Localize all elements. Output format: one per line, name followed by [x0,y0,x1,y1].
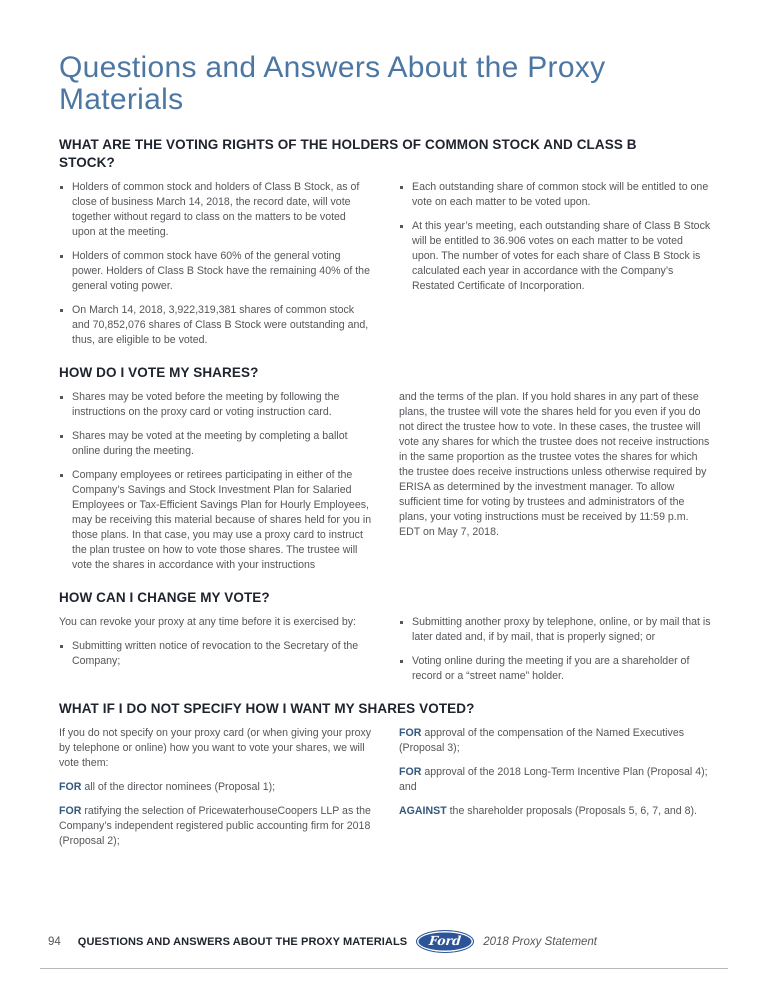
right-column [399,180,712,294]
left-column [59,726,372,849]
vote-recommendation [399,765,712,795]
right-column [399,726,712,819]
intro-paragraph: You can revoke your proxy at any time before it is exercised by: [59,616,356,628]
vote-text: approval of the compensation of the Named Executives (Proposal 3); [399,727,685,754]
bullet-item: Submitting written notice of revocation to the Secretary of the Company; [59,639,372,669]
continuation-paragraph: and the terms of the plan. If you hold shares in any part of these plans, the trustee will vote the shares held for you even if you do not direct the trustee how to vote. In these cases, the trustee will vote any shares for which the trustee does not receive instructions in the same proportion as the trustee votes the shares for which the trustee does receive instructions unless otherwise required by ERISA as determined by the investment manager. To allow sufficient time for voting by trustees and administrators of the plans, your voting instructions must be received by 11:59 p.m. EDT on May 7, 2018. [399,391,710,538]
bullet-item: At this year’s meeting, each outstanding share of Class B Stock will be entitled to 36.906 votes on each matter to be voted upon. The number of votes for each share of Class B Stock is calculated each year in accordance with the Company’s Restated Certificate of Incorporation. [399,219,712,294]
section-heading: HOW DO I VOTE MY SHARES? [59,365,259,380]
ford-logo-text: Ford [428,932,463,948]
section-voting-rights [59,136,712,348]
vote-recommendation [399,804,712,819]
bullet-item: Shares may be voted at the meeting by completing a ballot online during the meeting. [59,429,372,459]
vote-keyword: FOR [59,781,82,793]
bullet-item: Holders of common stock and holders of Class B Stock, as of close of business March 14, 2018, the record date, will vote together without regard to class on the matters to be voted upon at the meeting. [59,180,372,240]
left-column [59,180,372,348]
vote-text: ratifying the selection of PricewaterhouseCoopers LLP as the Company’s independent registered public accounting firm for 2018 (Proposal 2); [59,805,371,847]
vote-recommendation [59,780,372,795]
left-column [59,615,372,669]
bullet-item: Company employees or retirees participating in either of the Company’s Savings and Stock Investment Plan for Salaried Employees or Tax-Efficient Savings Plan for Hourly Employees, may be receiving this material because of shares held for you in those plans. In that case, you may use a proxy card to instruct the plan trustee on how to vote those shares. The trustee will vote the shares in accordance with your instructions [59,468,372,573]
vote-text: approval of the 2018 Long-Term Incentive Plan (Proposal 4); and [399,766,708,793]
two-column-layout [59,180,712,348]
right-column [399,615,712,684]
vote-keyword: FOR [59,805,82,817]
vote-text: all of the director nominees (Proposal 1); [81,781,276,793]
bullet-item: Voting online during the meeting if you are a shareholder of record or a “street name” holder. [399,654,712,684]
section-heading: HOW CAN I CHANGE MY VOTE? [59,590,270,605]
vote-recommendation [399,726,712,756]
vote-keyword: FOR [399,766,422,778]
vote-text: the shareholder proposals (Proposals 5, 6, 7, and 8). [446,805,697,817]
section-do-not-specify [59,700,712,849]
left-column [59,390,372,573]
bullet-item: Holders of common stock have 60% of the general voting power. Holders of Class B Stock have the remaining 40% of the general voting power. [59,249,372,294]
page-number: 94 [48,935,61,948]
footer-divider [40,968,728,969]
section-heading: WHAT IF I DO NOT SPECIFY HOW I WANT MY SHARES VOTED? [59,701,475,716]
section-change-my-vote [59,589,712,684]
bullet-item: Each outstanding share of common stock will be entitled to one vote on each matter to be voted upon. [399,180,712,210]
intro-paragraph: If you do not specify on your proxy card (or when giving your proxy by telephone or online) how you want to vote your shares, we will vote them: [59,727,372,769]
bullet-item: On March 14, 2018, 3,922,319,381 shares of common stock and 70,852,076 shares of Class B Stock were outstanding and, thus, are eligible to be voted. [59,303,372,348]
bullet-item: Shares may be voted before the meeting by following the instructions on the proxy card or voting instruction card. [59,390,372,420]
right-column [399,390,712,540]
ford-logo-icon [416,930,474,953]
two-column-layout [59,726,712,849]
section-heading: WHAT ARE THE VOTING RIGHTS OF THE HOLDERS OF COMMON STOCK AND CLASS B STOCK? [59,137,637,170]
section-how-do-i-vote [59,364,712,573]
two-column-layout [59,615,712,684]
vote-recommendation [59,804,372,849]
page-footer [48,930,728,953]
two-column-layout [59,390,712,573]
bullet-item: Submitting another proxy by telephone, online, or by mail that is later dated and, if by mail, that is properly signed; or [399,615,712,645]
page-title: Questions and Answers About the Proxy Materials [59,51,606,116]
footer-section-title: QUESTIONS AND ANSWERS ABOUT THE PROXY MATERIALS [77,935,408,948]
footer-statement: 2018 Proxy Statement [483,935,598,948]
vote-keyword: FOR [399,727,422,739]
vote-keyword: AGAINST [399,805,447,817]
